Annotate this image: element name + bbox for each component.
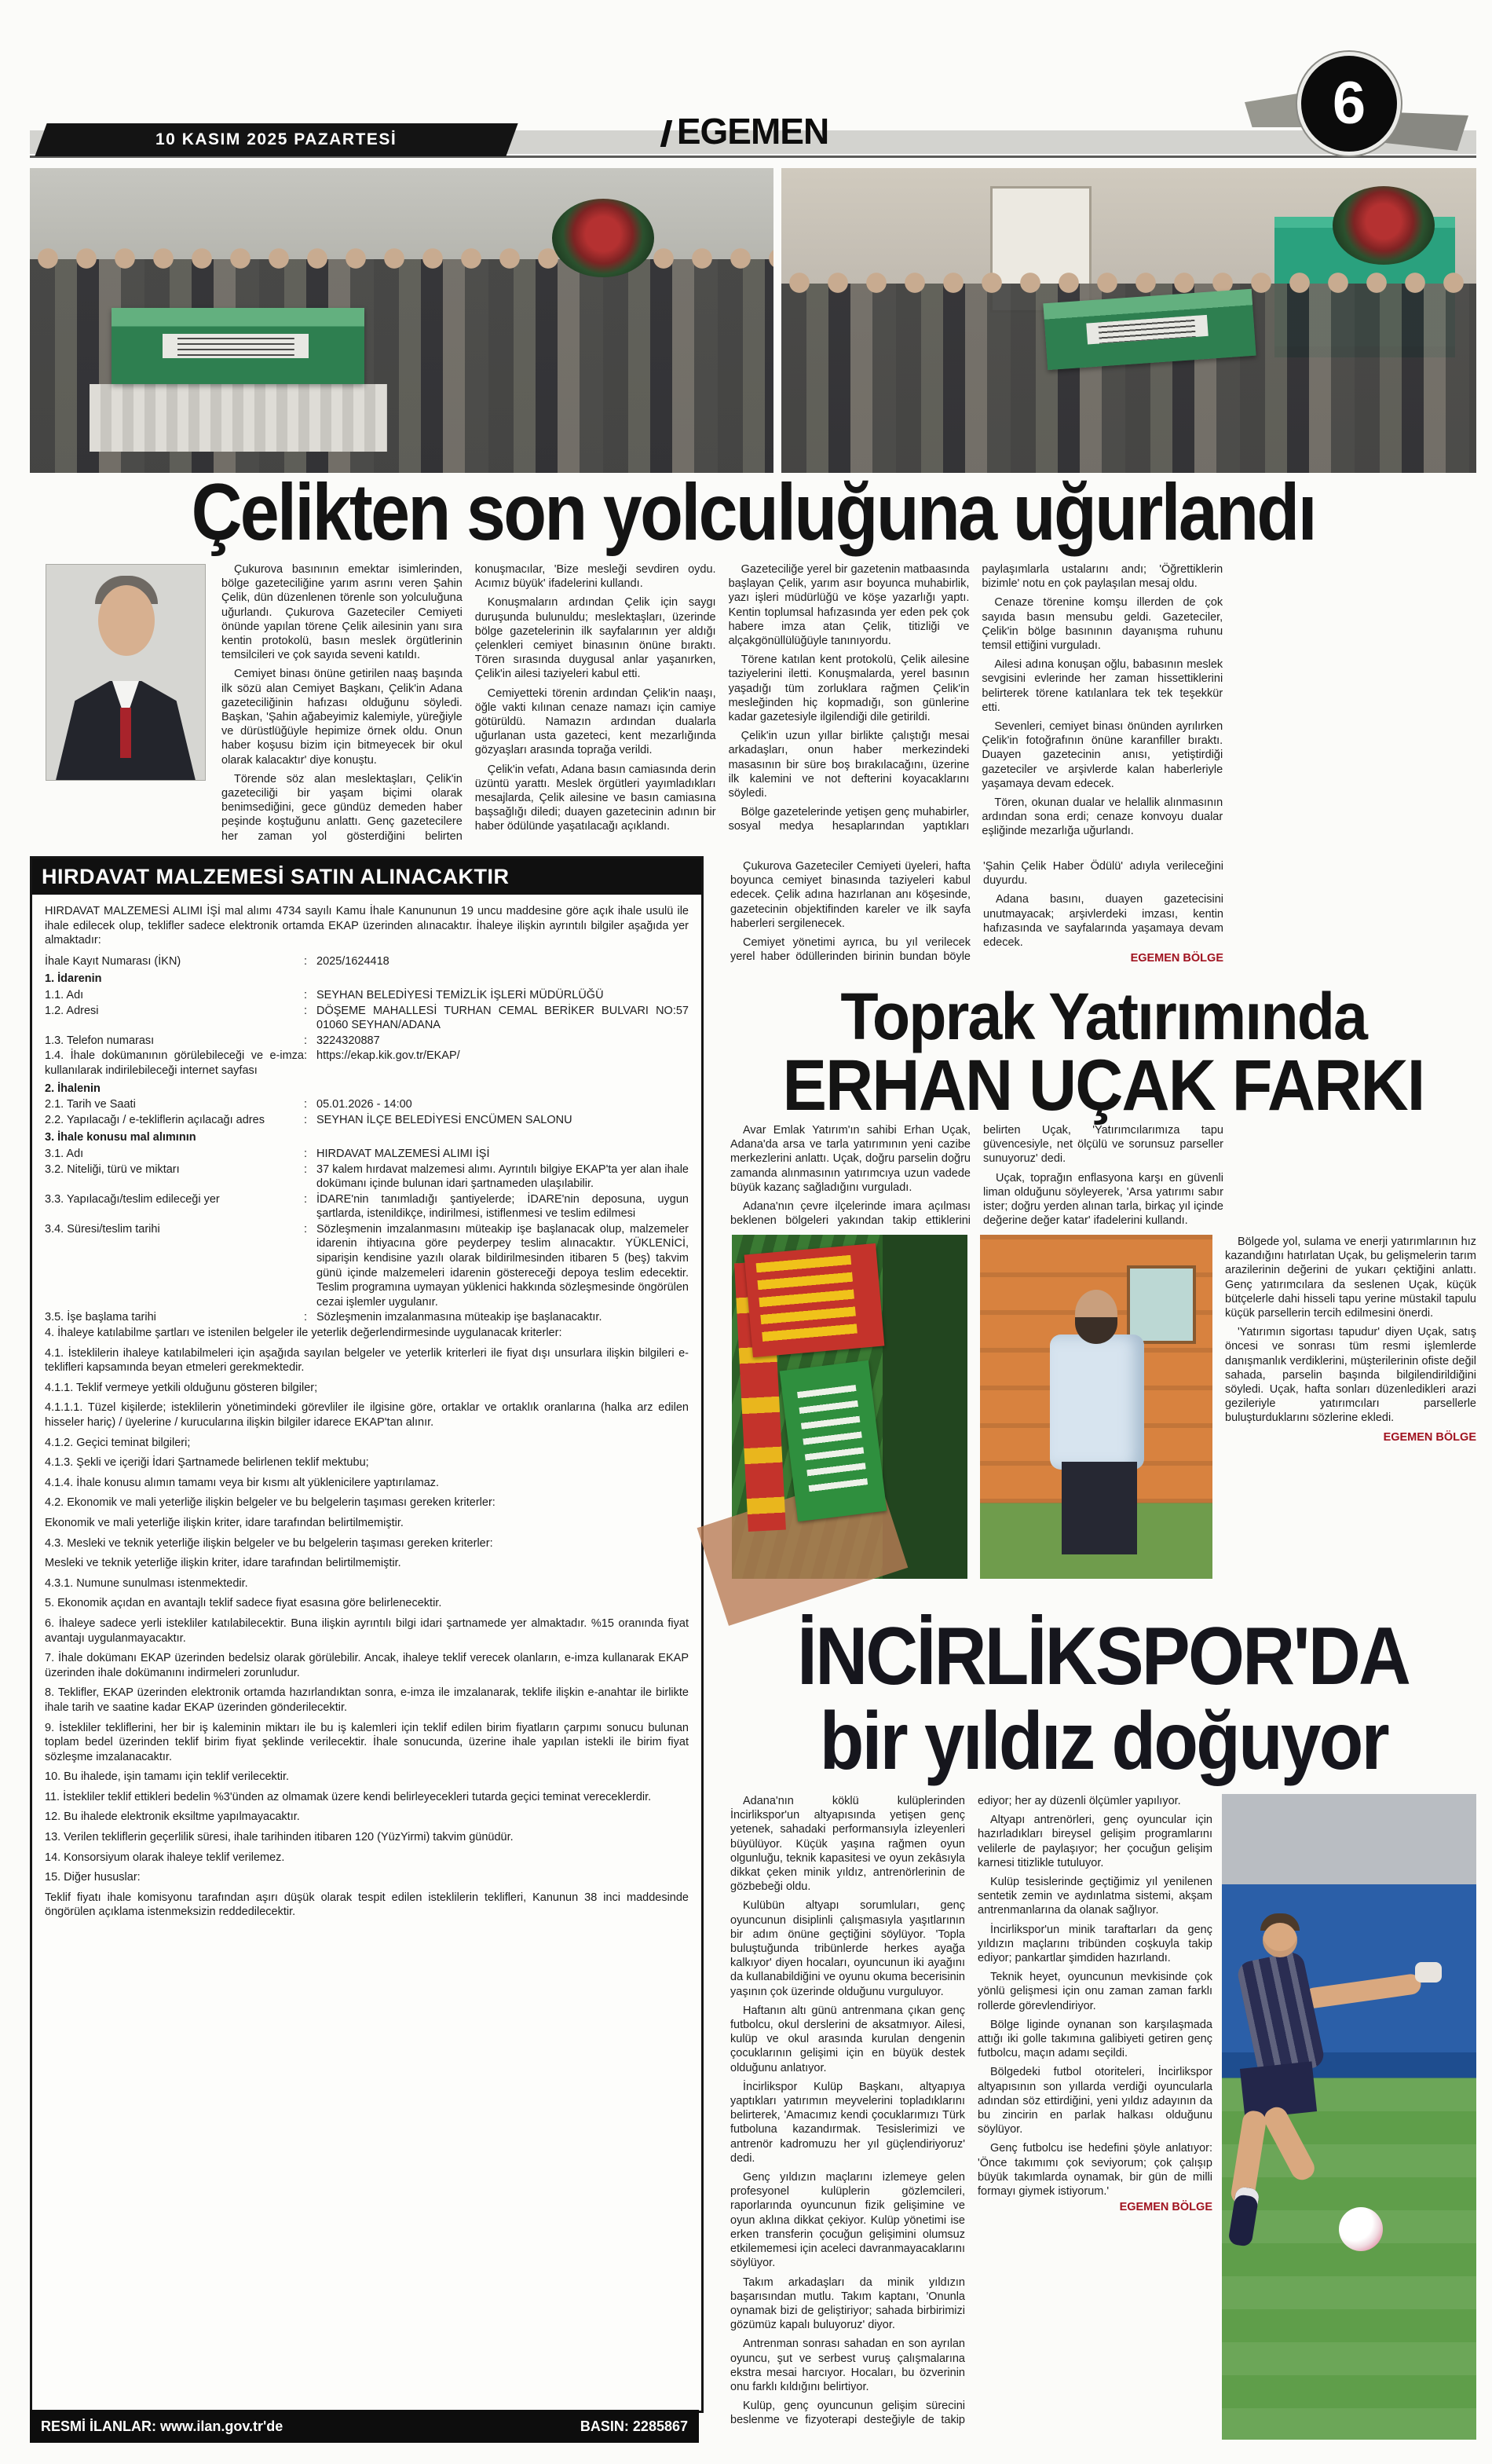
paragraph: Çukurova Gazeteciler Cemiyeti üyeleri, hafta boyunca cemiyet binasında taziyeleri kabul edecek. Çelik adına hazırlanan anı köşesinde, gazetecinin objektifinden kareler ve ilk sayfa haberleri sergilenecek.: [730, 860, 971, 930]
paragraph: 4.1.1. Teklif vermeye yetkili olduğunu gösteren bilgiler;: [45, 1381, 318, 1394]
tender-row-value: https://ekap.kik.gov.tr/EKAP/: [316, 1049, 460, 1063]
tender-row: [45, 1113, 689, 1128]
tender-row: [45, 1049, 689, 1078]
paragraph: Çelik'in vefatı, Adana basın camiasında derin üzüntü yarattı. Meslek örgütleri yayımladıkları mesajlarda, Çelik ailesine ve basın camiasına başsağlığı diledi; duayen gazetecinin adının bir haber ödülünde yaşatılacağı açıklandı.: [474, 763, 716, 833]
sports-headline-line1-text: İNCİRLİKSPOR'DA: [797, 1611, 1410, 1702]
press-number: BASIN: 2285867: [580, 2418, 688, 2434]
tender-section-header: 3. İhale konusu mal alımının: [45, 1131, 196, 1144]
tender-rows: [45, 954, 689, 1325]
paragraph: Antrenman sonrası sahadan en son ayrılan oyuncu, şut ve serbest vuruş çalışmalarına ekstra mesai harcıyor. Hocaları, bu özverinin onu farklı kıldığını belirtiyor.: [730, 2338, 965, 2393]
tender-row-value: 37 kalem hırdavat malzemesi alımı. Ayrıntılı bilgiye EKAP'ta yer alan ihale dokümanı içinde bulunan idari şartnameden ulaşılabilir.: [316, 1162, 689, 1191]
paragraph: 12. Bu ihalede elektronik eksiltme yapılmayacaktır.: [45, 1810, 300, 1824]
tender-notice: [30, 856, 704, 2413]
tender-row-colon: :: [304, 954, 308, 968]
obituary-paragraphs: [221, 562, 1223, 855]
paragraph: 15. Diğer hususlar:: [45, 1871, 141, 1884]
tender-row-value: Sözleşmenin imzalanmasına müteakip işe başlanacaktır.: [316, 1311, 602, 1324]
tender-row: [45, 954, 689, 969]
tender-row-colon: :: [304, 1098, 308, 1111]
paragraph: Mesleki ve teknik yeterliğe ilişkin kriter, idare tarafından belirtilmemiştir.: [45, 1557, 401, 1570]
flower-wreath: [1333, 186, 1435, 265]
paragraph: Cemiyet yönetimi ayrıca, bu yıl verilecek yerel haber ödüllerinden birinin bundan böyle 'Şahin Çelik Haber Ödülü' adıyla verileceğini duyurdu.: [730, 860, 1223, 964]
paragraph: 7. İhale dokümanı EKAP üzerinden bedelsiz olarak görülebilir. Ancak, ihaleye teklif verecek olanların, e-imza kullanarak EKAP üzerinden ihale dokümanını indirmeleri zorunludur.: [45, 1652, 689, 1679]
paragraph: Cenaze törenine komşu illerden de çok sayıda basın mensubu geldi. Gazeteciler, Çelik'in bölge basınının dayanışma ruhunu temsil ettiğini vurguladı.: [982, 596, 1223, 653]
official-ads-bar: [30, 2410, 699, 2443]
sports-headline-line2: [730, 1695, 1476, 1789]
tender-row-value: İDARE'nin tanımladığı şantiyelerde; İDARE'nin deposuna, uygun şartlarda, istenildikçe, indirilmesi, istiflenmesi ve teslim edilmesi: [316, 1192, 689, 1221]
paragraph: 5. Ekonomik açıdan en avantajlı teklif sadece fiyat esasına göre belirlenecektir.: [45, 1597, 442, 1610]
paragraph: Haftanın altı günü antrenmana çıkan genç futbolcu, okul derslerini de aksatmıyor. Ailesi, kulüp ve okul arasında kurulan dengenin çocuklarının gelişimi için en büyük destek olduğunu anlatıyor.: [730, 2004, 965, 2074]
paragraph: Adana'nın çevre ilçelerinde imara açılması beklenen bölgeleri yakından takip ettiklerini belirten Uçak, 'Yatırımcılarımıza tapu güvencesiyle, net ölçülü ve sorunsuz parseller sunuyoruz' dedi.: [730, 1124, 1223, 1228]
tender-row-colon: :: [304, 988, 308, 1001]
portrait-tie: [120, 708, 131, 758]
tender-row: [45, 1192, 689, 1221]
date-banner-text: 10 KASIM 2025 PAZARTESİ: [155, 130, 397, 148]
byline: EGEMEN BÖLGE: [1383, 1430, 1476, 1444]
paragraph: Cemiyetteki törenin ardından Çelik'in naaşı, öğle vakti kılınan cenaze namazı için camiye götürüldü. Namazın ardından dualarla uğurlanan usta gazeteci, kent mezarlığında gözyaşları arasında toprağa verildi.: [474, 686, 716, 757]
sports-paragraphs: [730, 1794, 1212, 2440]
page-number-badge: [1297, 52, 1401, 156]
paragraph: Çelik'in uzun yıllar birlikte çalıştığı mesai arkadaşları, onun haber merkezindeki masasının bir süre boş bırakılacağını, üzerine ilk kalemini ve not defterini koyacaklarını söyledi.: [728, 730, 970, 800]
tender-section-header: 2. İhalenin: [45, 1082, 101, 1095]
paragraph: 'Yatırımın sigortası tapudur' diyen Uçak, satış öncesi ve sonrası tüm resmi işlemlerde danışmanlık verdiklerini, müşterilerinin ofiste değil sahada, parselin başında bilgilendirildiğini söyledi. Uçak, hafta sonları düzenledikleri arazi gezileriyle yatırımcıları parsellerle buluşturduklarını sözlerine ekledi.: [1225, 1326, 1476, 1425]
green-sale-sign: [780, 1360, 887, 1521]
tender-row-value: 3224320887: [316, 1034, 380, 1047]
tender-section-header: 1. İdarenin: [45, 972, 102, 986]
paragraph: Ekonomik ve mali yeterliğe ilişkin kriter, idare tarafından belirtilmemiştir.: [45, 1516, 404, 1529]
main-headline: [30, 468, 1476, 556]
paragraph: Kulüp tesislerinde geçtiğimiz yıl yenilenen sentetik zemin ve aydınlatma sistemi, akşam antrenmanlarına da olanak sağlıyor.: [978, 1876, 1212, 1917]
player-arm: [1303, 1973, 1422, 2010]
trees: [883, 1235, 967, 1579]
portrait-photo: [46, 564, 206, 781]
paragraph: 4.3.1. Numune sunulması istenmektedir.: [45, 1576, 248, 1590]
funeral-photo-right: [781, 168, 1476, 473]
tender-row-colon: :: [304, 1049, 308, 1063]
sports-headline-line2-text: bir yıldız doğuyor: [819, 1696, 1388, 1787]
man-pants: [1062, 1462, 1137, 1554]
man-shirt: [1050, 1335, 1144, 1470]
coffin: [112, 308, 364, 384]
paragraph: Konuşmaların ardından Çelik için saygı duruşunda bulunuldu; meslektaşları, üzerinde bölge gazetelerinin ilk sayfalarının yer aldığı çelenkleri cemiyet binasının önüne bıraktı. Tören sırasında duygusal anlar yaşanırken, Çelik'in ailesi taziyeleri kabul etti.: [474, 596, 716, 681]
paragraph: Teklif fiyatı ihale komisyonu tarafından aşırı düşük olarak tespit edilen isteklilerin teklifleri, Kanunun 38 inci maddesinde öngörülen açıklama istenmeksizin reddedilecektir.: [45, 1891, 689, 1919]
tender-row-value: 2025/1624418: [316, 954, 389, 968]
paragraph: Genç yıldızın maçlarını izlemeye gelen profesyonel kulüplerin gözlemcileri, raporlarında oyuncunun fizik gelişimine ve oyun aklına dikkat çekiyor. Kulüp yönetimi ise erken transferin çocuğun gelişimini olumsuz etkilememesi için aceleci davranmayacaklarını söylüyor.: [730, 2171, 965, 2270]
coffin-plaque: [163, 334, 309, 358]
real-estate-paragraphs: [730, 1123, 1223, 1228]
paragraph: Genç futbolcu ise hedefini şöyle anlatıyor: 'Önce takımımı çok seviyorum; çok çalışıp büyük takımlarda oynamak, bir gün de milli formayı giymek istiyorum.': [978, 2142, 1212, 2199]
funeral-photo-left: [30, 168, 773, 473]
main-headline-text: Çelikten son yolculuğuna uğurlandı: [191, 467, 1315, 557]
paragraph: Gazeteciliğe yerel bir gazetenin matbaasında başlayan Çelik, yarım asır boyunca muhabirlik, yazı işleri müdürlüğü ve köşe yazarlığı yaptı. Kentin toplumsal hafızasında yer eden pek çok habere imza atan Çelik, titizliği ve alçakgönüllülüğüyle tanınıyordu.: [728, 563, 970, 648]
paragraph: Uçak, toprağın enflasyona karşı en güvenli liman olduğunu söyleyerek, 'Arsa yatırımı sabır ister; doğru yerden alınan tarla, birkaç yıl içinde değerine değer katar' ifadelerini kullandı.: [983, 1171, 1223, 1228]
paragraph: Adana basını, duayen gazetecisini unutmayacak; arşivlerdeki imzası, kentin hafızasında ve sayfalarında yaşamaya devam edecek.: [983, 893, 1223, 950]
paragraph: Teknik heyet, oyuncunun mevkisinde çok yönlü gelişmesi için onu zaman zaman farklı rollerde görevlendiriyor.: [978, 1971, 1212, 2012]
paragraph: 4.2. Ekonomik ve mali yeterliğe ilişkin belgeler ve bu belgelerin taşıması gereken kriterler:: [45, 1496, 496, 1510]
paragraph: Takım arkadaşları da minik yıldızın başarısından mutlu. Takım kaptanı, 'Onunla oynamak bizi de geliştiriyor; sahada birbirimizi gözümüz kapalı buluyoruz' diyor.: [730, 2275, 965, 2332]
real-estate-headline-line2-text: ERHAN UÇAK FARKI: [782, 1045, 1424, 1126]
tender-row-colon: :: [304, 1113, 308, 1126]
paragraph: 9. İstekliler tekliflerini, her bir iş kaleminin miktarı ile bu iş kalemleri için teklif edilen birim fiyatların çarpımı sonucu bulunan toplam bedel üzerinden teklif birim fiyat şeklinde verilecektir. İhale sonucunda, üzerine ihale yapılan istekli ile birim fiyat sözleşme imzalanacaktır.: [45, 1721, 689, 1763]
paragraph: Törene katılan kent protokolü, Çelik ailesine taziyelerini iletti. Konuşmalarda, yerel basının yaşadığı tüm zorluklara rağmen Çelik'in mesleğinden hiç kopmadığı, son günlerine kadar gazetesiyle ilgilendiği dile getirildi.: [728, 654, 970, 724]
sports-article-body: [730, 1794, 1212, 2440]
paragraph: Tören, okunan dualar ve helallik alınmasının ardından sona erdi; cenaze konvoyu dualar eşliğinde mezarlığa uğurlandı.: [982, 796, 1223, 838]
tender-row-label: 1.3. Telefon numarası: [45, 1034, 155, 1047]
real-estate-article-tail: [1225, 1235, 1476, 1579]
tender-row-label: 1.1. Adı: [45, 988, 84, 1001]
flower-wreath: [552, 199, 654, 277]
paragraph: 4.1.4. İhale konusu alımın tamamı veya bir kısmı alt yüklenicilere yaptırılamaz.: [45, 1476, 440, 1489]
masthead-flag-icon: [660, 120, 672, 147]
paragraph: İncirlikspor'un minik taraftarları da genç yıldızın maçlarını tribünden coşkuyla takip ediyor; pankartlar şimdiden hazırlandı.: [978, 1923, 1212, 1965]
tender-row: [45, 1004, 689, 1033]
tender-row-label: İhale Kayıt Numarası (İKN): [45, 954, 181, 968]
tender-row-value: SEYHAN İLÇE BELEDİYESİ ENCÜMEN SALONU: [316, 1113, 572, 1126]
paragraph: Cemiyet binası önüne getirilen naaş başında ilk sözü alan Cemiyet Başkanı, Çelik'in Adana gazeteciliğinin hafızası olduğunu söyledi. Başkan, 'Şahin ağabeyimiz kalemiyle, yüreğiyle ve dürüstlüğüyle hepimize örnek oldu. Onun haber koşusu bizim için bitmeyecek bir okul olarak kalacaktır' diye konuştu.: [221, 668, 463, 767]
tender-row-value: DÖŞEME MAHALLESİ TURHAN CEMAL BERİKER BULVARI NO:57 01060 SEYHAN/ADANA: [316, 1004, 689, 1032]
tender-row-colon: :: [304, 1034, 308, 1047]
tender-row: [45, 1097, 689, 1112]
paragraph: Sevenleri, cemiyet binası önünden ayrılırken Çelik'in fotoğrafının önüne karanfiller bıraktı. Duayen gazetecinin anısı, yetiştirdiği gazeteciler ve arşivlerde kalan haberleriyle yaşamaya devam edecek.: [982, 720, 1223, 790]
crowd-heads: [781, 265, 1476, 300]
paragraph: Adana'nın köklü kulüplerinden İncirlikspor'un altyapısında yetişen genç yetenek, sahadaki performansıyla izleyenleri büyülüyor. Küçük yaşına rağmen oyun olgunluğu, teknik kapasitesi ve oyun zekâsıyla dikkat çeken minik yıldız, antrenörlerinin de gözbebeği oldu.: [730, 1795, 965, 1894]
paragraph: 10. Bu ihalede, işin tamamı için teklif verilecektir.: [45, 1770, 290, 1784]
tender-row-label: 3.2. Niteliği, türü ve miktarı: [45, 1162, 180, 1176]
paragraph: 8. Teklifler, EKAP üzerinden elektronik ortamda hazırlandıktan sonra, e-imza ile imzalanarak, teklife ilişkin e-anahtar ile birlikte ihale tarih ve saatine kadar EKAP üzerinden gönderilecektir.: [45, 1686, 689, 1714]
tender-row-label: 3.3. Yapılacağı/teslim edileceği yer: [45, 1192, 220, 1206]
tender-row-label: 3.5. İşe başlama tarihi: [45, 1311, 156, 1324]
window: [1127, 1265, 1196, 1344]
tender-row-label: 3.1. Adı: [45, 1147, 84, 1160]
real-estate-tail-paragraphs: [1225, 1235, 1476, 1426]
tender-row: [45, 1147, 689, 1162]
young-player-photo: [1222, 1794, 1476, 2440]
tender-row-colon: :: [304, 1222, 308, 1236]
red-sale-sign: [744, 1243, 885, 1357]
paragraph: Bölgede yol, sulama ve enerji yatırımlarının hız kazandığını hatırlatan Uçak, bu gelişmelerin tarım arazilerinin değerini de yukarı çektiğini anlattı. Genç yatırımcılara da seslenen Uçak, küçük bütçelerle dahi hisseli tapu yerine müstakil tapulu küçük parsellerin tercih edilmesini önerdi.: [1225, 1236, 1476, 1320]
tender-title: HIRDAVAT MALZEMESİ SATIN ALINACAKTIR: [32, 859, 701, 895]
erhan-ucak-photo: [980, 1235, 1212, 1579]
tender-body: [32, 895, 701, 1935]
tender-row-label: 2.1. Tarih ve Saati: [45, 1098, 136, 1111]
real-estate-headline-line1-text: Toprak Yatırımında: [840, 979, 1366, 1053]
real-estate-article-body: [730, 1123, 1476, 1228]
soccer-ball: [1339, 2207, 1383, 2251]
paragraph: 4.1. İsteklilerin ihaleye katılabilmeleri için aşağıda sayılan belgeler ve yeterlik kriterleri ile fiyat dışı unsurlara ilişkin bilgileri e-teklifleri kapsamında beyan etmeleri gerekmektedir.: [45, 1346, 689, 1375]
page-number: 6: [1332, 70, 1366, 137]
paragraph: Bölge gazetelerinde yetişen genç muhabirler, sosyal medya hesaplarından yaptıkları paylaşımlarla ustalarını andı; 'Öğrettiklerin bizimle' notu en çok paylaşılan mesaj oldu.: [728, 563, 1223, 833]
paragraph: Bölge liginde oynanan son karşılaşmada attığı iki golle takımına galibiyeti getiren genç futbolcu, maçın adamı seçildi.: [978, 2018, 1212, 2060]
paragraph: 4.1.1.1. Tüzel kişilerde; isteklilerin yönetimindeki görevliler ile ilgisine göre, ortaklar ve ortaklık oranlarına (halka arz edilen hisseler hariç) / üyelerine / kurucularına ilişkin bilgiler idarece EKAP'tan alınır.: [45, 1401, 689, 1429]
real-estate-headline-line2: [730, 1045, 1476, 1127]
paragraph: Altyapı antrenörleri, genç oyuncular için hazırladıkları bireysel gelişim programlarını velilerle de paylaşıyor; her çocuğun gelişim karnesi titizlikle tutuluyor.: [978, 1814, 1212, 1869]
byline: EGEMEN BÖLGE: [1130, 952, 1223, 965]
portrait-face: [98, 585, 155, 656]
tender-row-value: Sözleşmenin imzalanmasını müteakip işe başlanacak olup, malzemeler idarenin ihtiyacına göre peyderpey teslim alınacaktır. YÜKLENİCİ, siparişin kendisine yazılı olarak bildirilmesinden itibaren 5 (beş) takvim günü içinde malzemeleri idarenin göstereceği depoya teslim edecektir. Teslim programına uymayan yüklenici hakkında sözleşmesinde öngörülen cezai işlemler uygulanır.: [316, 1222, 689, 1309]
paragraph: 4.3. Mesleki ve teknik yeterliğe ilişkin belgeler ve bu belgelerin taşıması gereken kriterler:: [45, 1536, 493, 1550]
tender-row-colon: :: [304, 1311, 308, 1324]
paragraph: Törende söz alan meslektaşları, Çelik'in gazeteciliği bir yaşam biçimi olarak benimsediğini, gece gündüz demeden haber peşinde koştuğunu anlattı. Genç gazetecilere her zaman yol gösterdiğini belirten konuşmacılar, 'Bize mesleği sevdiren oydu. Acımız büyük' ifadelerini kullandı.: [221, 563, 716, 843]
tender-row-value: 05.01.2026 - 14:00: [316, 1098, 412, 1111]
tender-intro: HIRDAVAT MALZEMESİ ALIMI İŞİ mal alımı 4734 sayılı Kamu İhale Kanununun 19 uncu maddesine göre açık ihale usulü ile ihale edilecek olup, teklifler sadece elektronik ortamda EKAP üzerinden alınacaktır. İhaleye ilişkin ayrıntılı bilgiler aşağıda yer almaktadır:: [45, 905, 689, 947]
paragraph: Bölgedeki futbol otoriteleri, İncirlikspor altyapısının son yıllarda verdiği oyuncularla adından söz ettirdiğini, yeni yıldız adayının da bu zincirin en parlak halkası olduğunu söylüyor.: [978, 2066, 1212, 2136]
paragraph: Çukurova basınının emektar isimlerinden, bölge gazeteciliğine yarım asrını veren Şahin Çelik, dün düzenlenen törenle son yolculuğuna uğurlandı. Çukurova Gazeteciler Cemiyeti önünde yapılan törene Çelik ailesinin yanı sıra kentin protokolü, basın meslek örgütlerinin temsilcileri ve çok sayıda seveni katıldı.: [221, 563, 463, 662]
tender-clauses: [45, 1326, 689, 1920]
paragraph: 6. İhaleye sadece yerli istekliler katılabilecektir. Buna ilişkin ayrıntılı bilgi idari şartnamede yer almaktadır. %15 oranında fiyat avantajı uygulanmayacaktır.: [45, 1616, 689, 1645]
paragraph: 14. Konsorsiyum olarak ihaleye teklif verilemez.: [45, 1851, 285, 1864]
tender-row-label: 3.4. Süresi/teslim tarihi: [45, 1222, 160, 1236]
real-estate-headline-line1: [730, 979, 1476, 1055]
paragraph: Ailesi adına konuşan oğlu, babasının meslek sevgisini evlerinde her zaman hissettiklerini belirterek törene katılanlara tek tek teşekkür etti.: [982, 658, 1223, 714]
tender-row: [45, 1034, 689, 1049]
paragraph: Kulübün altyapı sorumluları, genç oyuncunun disiplinli çalışmasıyla yaşıtlarının bir adım önüne geçtiğini söylüyor. 'Topla buluştuğunda tribünlerde herkes ayağa kalkıyor' diyen hocaları, oyuncunun iki ayağını da kullanabildiğini ve oyunu okuma becerisinin yaşının çok üzerinde olduğunu vurguluyor.: [730, 1899, 965, 1998]
tender-row: [45, 1310, 689, 1325]
tender-row-label: 1.2. Adresi: [45, 1004, 99, 1017]
paragraph: 4.1.2. Geçici teminat bilgileri;: [45, 1436, 191, 1449]
tender-row-value: SEYHAN BELEDİYESİ TEMİZLİK İŞLERİ MÜDÜRLÜĞÜ: [316, 988, 604, 1001]
tender-row-value: HIRDAVAT MALZEMESİ ALIMI İŞİ: [316, 1147, 490, 1160]
player-face: [1263, 1923, 1297, 1957]
coffin-plaque: [1087, 315, 1209, 345]
crowd-heads: [30, 241, 773, 276]
land-sign-photo: [732, 1235, 967, 1579]
obituary-article-body: [221, 562, 1476, 855]
player-glove: [1415, 1962, 1442, 1983]
catafalque-skirt: [90, 384, 387, 451]
tender-row-colon: :: [304, 1192, 308, 1206]
tender-row-label: 2.2. Yapılacağı / e-tekliflerin açılacağı adres: [45, 1113, 265, 1126]
paragraph: 11. İstekliler teklif ettikleri bedelin %3'ünden az olmamak üzere kendi belirleyecekleri tutarda geçici teminat vereceklerdir.: [45, 1790, 652, 1803]
obituary-article-continuation: [730, 859, 1476, 974]
tender-row: [45, 1162, 689, 1192]
tender-row-label: 1.4. İhale dokümanının görülebileceği ve e-imza kullanılarak indirilebileceği internet sayfası: [45, 1049, 304, 1077]
tender-row: [45, 988, 689, 1003]
paragraph: 4. İhaleye katılabilme şartları ve istenilen belgeler ile yeterlik değerlendirmesinde uygulanacak kriterler:: [45, 1327, 562, 1340]
tender-row-colon: :: [304, 1147, 308, 1160]
sports-headline-line1: [730, 1610, 1476, 1704]
paragraph: İncirlikspor Kulüp Başkanı, altyapıya yaptıkları yatırımın meyvelerini topladıklarını belirterek, 'Amacımız kendi çocuklarımızı Türk futboluna kazandırmak. Tesislerimizi ve antrenör kadromuzu her yıl güçlendiriyoruz' dedi.: [730, 2080, 965, 2165]
byline: EGEMEN BÖLGE: [1119, 2201, 1212, 2214]
tender-row-colon: :: [304, 1162, 308, 1176]
masthead-title: EGEMEN: [676, 111, 829, 152]
tender-row-colon: :: [304, 1004, 308, 1017]
paragraph: 13. Verilen tekliflerin geçerlilik süresi, ihale tarihinden itibaren 120 (YüzYirmi) takvim günüdür.: [45, 1831, 514, 1844]
tender-row: [45, 1222, 689, 1310]
player-torso: [1236, 1950, 1326, 2079]
paragraph: 4.1.3. Şekli ve içeriği İdari Şartnamede belirlenen teklif mektubu;: [45, 1456, 369, 1470]
paragraph: Avar Emlak Yatırım'ın sahibi Erhan Uçak, Adana'da arsa ve tarla yatırımının yeni cazibe merkezlerini anlattı. Uçak, doğru parselin doğru zamanda alınmasının yatırımcıya uzun vadede büyük kazanç sağladığını vurguladı.: [730, 1124, 971, 1194]
paragraph: Kulüp, genç oyuncunun gelişim sürecini beslenme ve fizyoterapi desteğiyle de takip ediyor; her ay düzenli ölçümler yapılıyor.: [730, 1795, 1181, 2427]
official-ads-url: RESMİ İLANLAR: www.ilan.gov.tr'de: [41, 2418, 283, 2434]
